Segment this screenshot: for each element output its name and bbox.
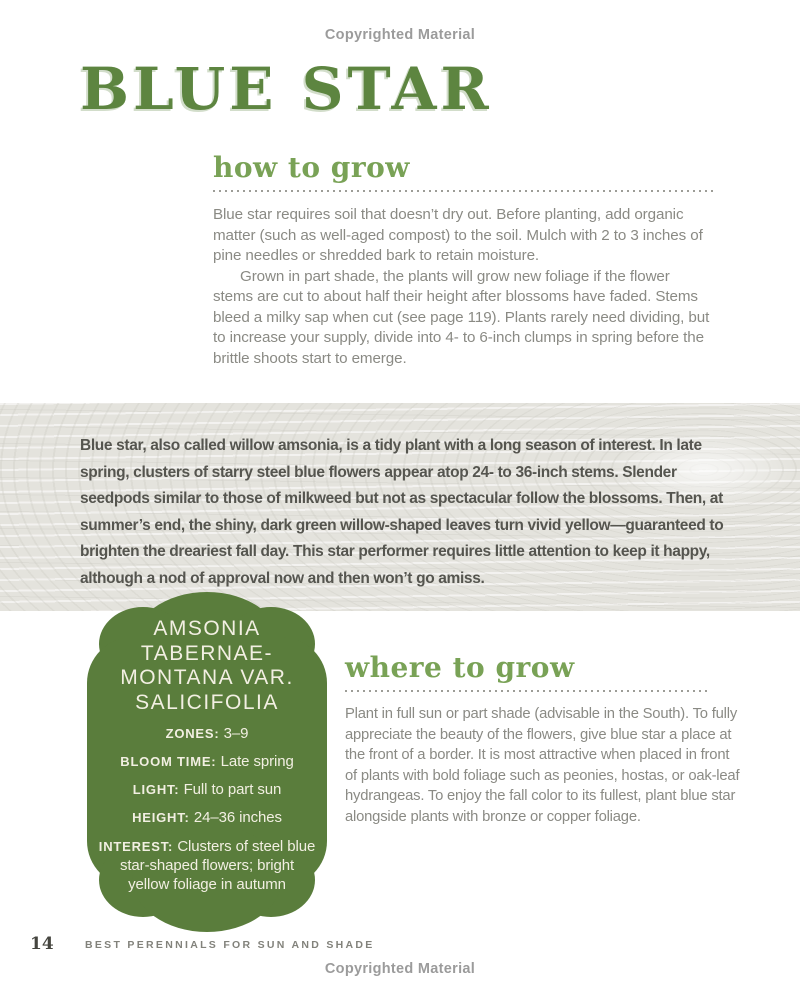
fact-interest	[84, 837, 330, 894]
botanical-name-line: TABERNAE-	[140, 641, 274, 665]
fact-zones-label: ZONES:	[165, 726, 220, 741]
fact-bloom-time-value: Late spring	[220, 753, 294, 770]
page-title: BLUE STAR	[80, 55, 493, 123]
fact-height	[84, 809, 330, 827]
how-to-grow-section	[213, 152, 713, 369]
copyright-notice-top: Copyrighted Material	[324, 27, 476, 43]
fact-zones-value: 3–9	[223, 725, 249, 742]
plant-info-badge	[84, 592, 330, 932]
fact-height-value: 24–36 inches	[193, 809, 282, 826]
botanical-name-line: MONTANA VAR.	[120, 666, 294, 689]
plant-intro-text: Blue star, also called willow amsonia, is a tidy plant with a long season of interest. In late spring, clusters of starry steel blue flowers appear atop 24- to 36-inch stems. Slender seedpods similar to those of milkweed but not as spectacular follow the blossoms. Then, at summer’s end, the shiny, dark green willow-shaped leaves turn vivid yellow—guaranteed to brighten the dreariest fall day. This star performer requires little attention to keep it happy, although a nod of approval now and then won’t go amiss.	[80, 437, 724, 587]
where-to-grow-heading: where to grow	[345, 651, 575, 684]
botanical-name-line: SALICIFOLIA	[135, 690, 279, 714]
fact-light-value: Full to part sun	[183, 781, 282, 798]
plant-facts-list	[84, 725, 330, 894]
how-to-grow-heading: how to grow	[213, 151, 410, 184]
fact-zones	[84, 725, 330, 743]
botanical-name-line: AMSONIA	[153, 617, 261, 640]
dotted-divider	[213, 189, 713, 192]
page-number: 14	[30, 934, 54, 954]
copyright-notice-bottom: Copyrighted Material	[324, 961, 476, 977]
fact-bloom-time	[84, 753, 330, 771]
where-to-grow-text	[345, 704, 740, 827]
badge-content	[84, 592, 330, 932]
fact-light-label: LIGHT:	[132, 782, 180, 797]
fact-interest-label: INTEREST:	[98, 839, 174, 854]
how-to-grow-paragraph-1: Blue star requires soil that doesn’t dry out. Before planting, add organic matter (such as well-aged compost) to the soil. Mulch with 2 to 3 inches of pine needles or shredded bark to retain moisture.	[213, 206, 703, 264]
dotted-divider	[345, 689, 711, 692]
wood-texture-band	[0, 403, 800, 611]
where-to-grow-section	[345, 651, 740, 827]
how-to-grow-text	[213, 205, 713, 369]
how-to-grow-paragraph-2: Grown in part shade, the plants will grow new foliage if the flower stems are cut to about half their height after blossoms have faded. Stems bleed a milky sap when cut (see page 119). Plants rarely need dividing, but to increase your supply, divide into 4- to 6-inch clumps in spring before the brittle shoots start to emerge.	[213, 267, 710, 367]
botanical-name	[84, 617, 330, 715]
fact-bloom-time-label: BLOOM TIME:	[120, 754, 217, 769]
where-to-grow-paragraph: Plant in full sun or part shade (advisable in the South). To fully appreciate the beauty of the flowers, give blue star a place at the front of a border. It is most attractive when placed in front of plants with bold foliage such as peonies, hostas, or oak-leaf hydrangeas. To enjoy the fall color to its fullest, plant blue star alongside plants with bronze or copper foliage.	[345, 706, 740, 825]
fact-height-label: HEIGHT:	[132, 810, 190, 825]
fact-light	[84, 781, 330, 799]
book-title-running-footer: BEST PERENNIALS FOR SUN AND SHADE	[85, 939, 375, 951]
fact-interest-value: Clusters of steel blue star-shaped flowers; bright yellow foliage in autumn	[119, 838, 316, 893]
